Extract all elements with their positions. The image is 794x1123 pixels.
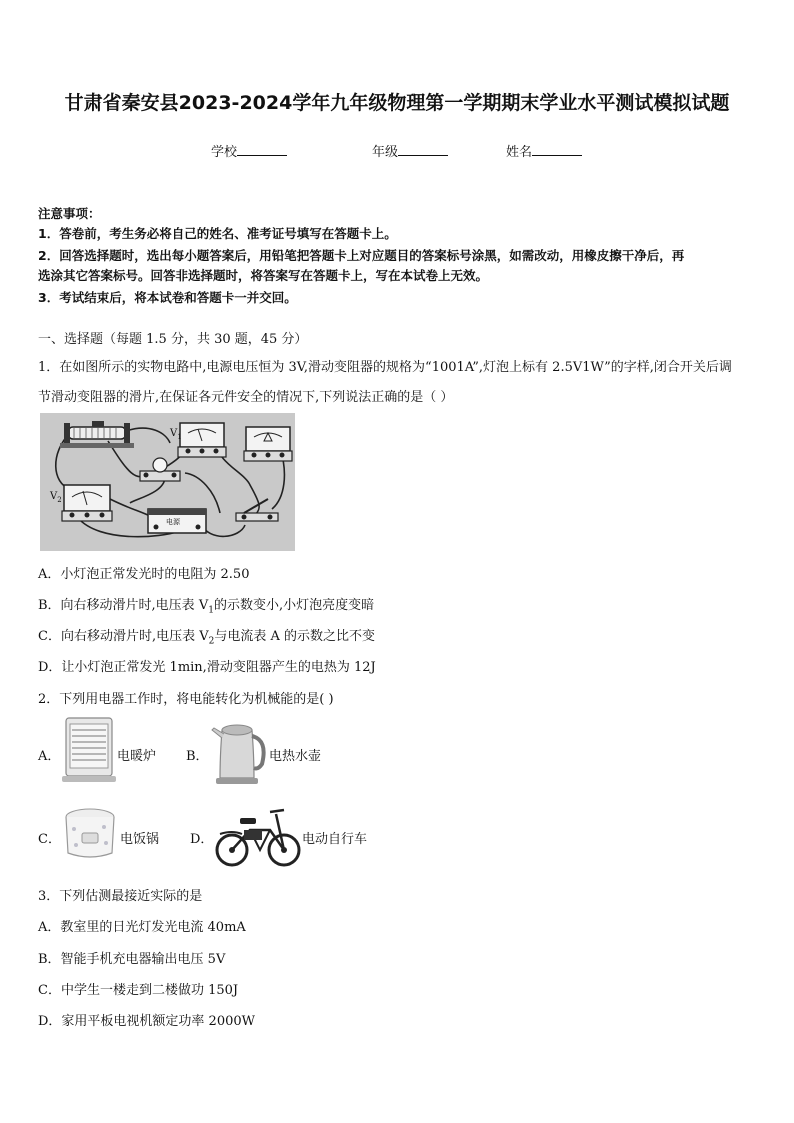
name-field[interactable] [506, 141, 582, 160]
school-label: 学校 [211, 145, 238, 160]
q3-option-c[interactable]: C．中学生一楼走到二楼做功 150J [38, 983, 239, 998]
page-title: 甘肃省秦安县2023-2024学年九年级物理第一学期期末学业水平测试模拟试题 [64, 92, 730, 114]
q2-option-d-letter[interactable]: D． [190, 832, 214, 847]
notice-item-2-cont: 选涂其它答案标号。回答非选择题时，将答案写在答题卡上，写在本试卷上无效。 [38, 268, 489, 283]
source-label: 电源 [166, 518, 180, 526]
q1-option-c-post: 与电流表 A 的示数之比不变 [214, 629, 375, 644]
q2-option-b-label: 电热水壶 [269, 749, 322, 764]
q1-option-c[interactable] [38, 625, 375, 647]
grade-label: 年级 [372, 145, 399, 160]
q2-stem: 2．下列用电器工作时，将电能转化为机械能的是( ) [38, 692, 334, 707]
q1-option-d[interactable]: D．让小灯泡正常发光 1min,滑动变阻器产生的电热为 12J [38, 660, 376, 675]
grade-blank[interactable] [398, 143, 448, 156]
q2-option-d-label: 电动自行车 [302, 832, 368, 847]
kettle-image [208, 716, 270, 788]
notice-item-3: 3．考试结束后，将本试卷和答题卡一并交回。 [38, 290, 297, 305]
q1-option-b-sub: 1 [208, 605, 214, 616]
school-blank[interactable] [237, 143, 287, 156]
name-blank[interactable] [532, 143, 582, 156]
q3-option-a[interactable]: A．教室里的日光灯发光电流 40mA [38, 920, 246, 935]
notice-heading: 注意事项： [38, 206, 101, 221]
q1-option-b-pre: B．向右移动滑片时,电压表 V [38, 598, 209, 613]
name-label: 姓名 [506, 145, 533, 160]
grade-field[interactable] [372, 141, 448, 160]
q1-option-a[interactable]: A．小灯泡正常发光时的电阻为 2.50 [38, 567, 250, 582]
q1-option-b-post: 的示数变小,小灯泡亮度变暗 [213, 598, 375, 613]
section-heading: 一、选择题（每题 1.5 分，共 30 题，45 分） [38, 332, 308, 347]
rice-cooker-image [60, 803, 120, 863]
v1-label: $V_1$ [170, 428, 182, 441]
q1-option-b[interactable] [38, 594, 374, 616]
q3-option-b[interactable]: B．智能手机充电器输出电压 5V [38, 952, 226, 967]
circuit-figure [40, 413, 295, 551]
notice-item-1: 1．答卷前，考生务必将自己的姓名、准考证号填写在答题卡上。 [38, 226, 397, 241]
v2-label: $V_2$ [50, 491, 62, 504]
q1-stem-line2: 节滑动变阻器的滑片,在保证各元件安全的情况下,下列说法正确的是（ ） [38, 390, 454, 405]
q1-option-c-sub: 2 [208, 636, 215, 647]
q2-option-c-label: 电饭锅 [120, 832, 160, 847]
q2-option-a-label: 电暖炉 [117, 749, 157, 764]
q2-option-c-letter[interactable]: C． [38, 832, 61, 847]
notice-item-2: 2．回答选择题时，选出每小题答案后，用铅笔把答题卡上对应题目的答案标号涂黑，如需改动，用橡皮擦干净后，再 [38, 248, 685, 263]
heater-image [60, 716, 118, 786]
q3-stem: 3．下列估测最接近实际的是 [38, 889, 203, 904]
school-field[interactable] [211, 141, 287, 160]
q2-option-a-letter[interactable]: A． [38, 749, 61, 764]
q2-option-b-letter[interactable]: B． [186, 749, 209, 764]
e-bike-image [214, 800, 302, 868]
q1-stem-line1: 1．在如图所示的实物电路中,电源电压恒为 3V,滑动变阻器的规格为“1001A”,灯泡上标有 2.5V1W”的字样,闭合开关后调 [38, 360, 732, 375]
q1-option-c-pre: C．向右移动滑片时,电压表 V [38, 629, 209, 644]
q3-option-d[interactable]: D．家用平板电视机额定功率 2000W [38, 1014, 256, 1029]
